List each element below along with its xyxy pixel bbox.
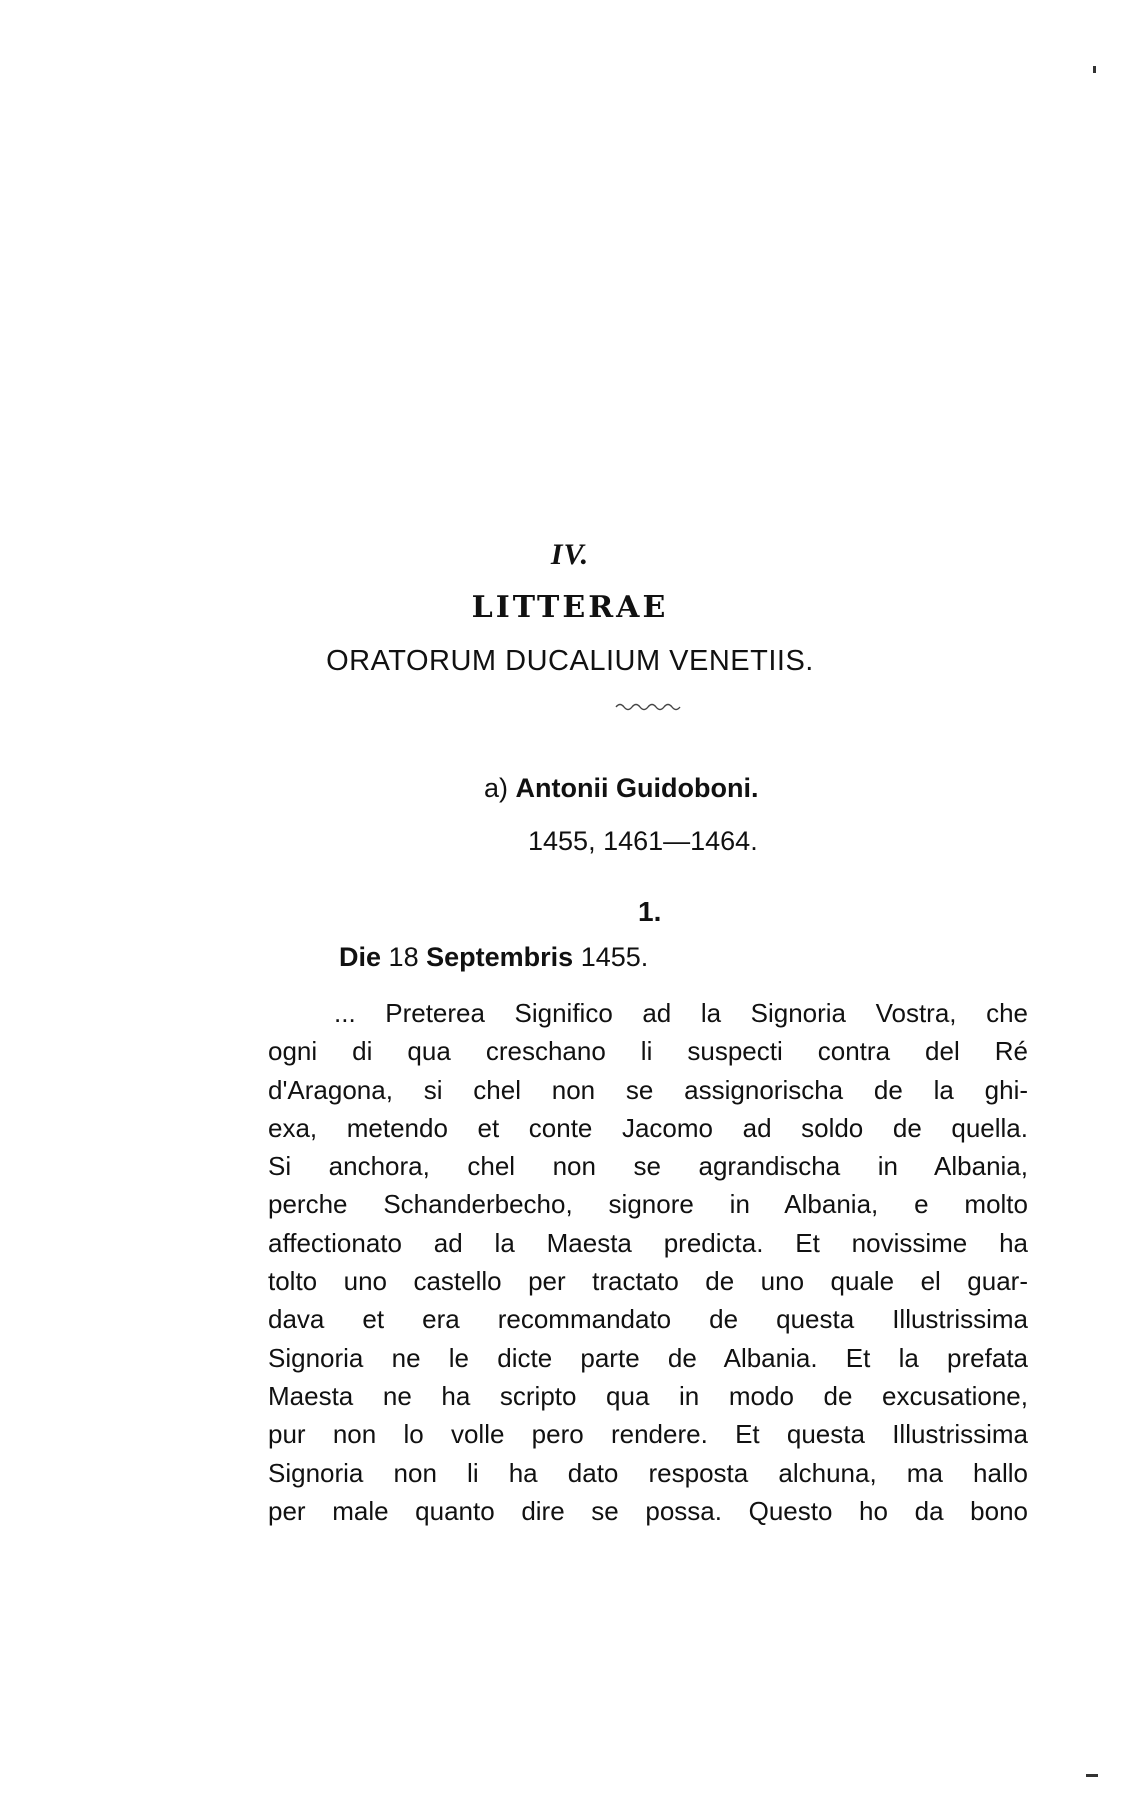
section-years: 1455, 1461—1464. (528, 826, 758, 856)
document-number: 1. (638, 896, 662, 927)
document-date (339, 942, 648, 973)
body-line: affectionato ad la Maesta predicta. Et novissime ha (268, 1227, 1028, 1258)
section-prefix: a) (484, 773, 509, 803)
date-prefix: Die (339, 942, 382, 972)
chapter-subtitle: ORATORUM DUCALIUM VENETIIS. (326, 645, 814, 677)
body-line: Signoria non li ha dato resposta alchuna, ma hallo (268, 1457, 1028, 1488)
body-line: Si anchora, chel non se agrandischa in Albania, (268, 1151, 1028, 1182)
body-line: ... Preterea Significo ad la Signoria Vostra, che (334, 998, 1028, 1028)
body-line: Maesta ne ha scripto qua in modo de excusatione, (268, 1380, 1028, 1411)
date-month: Septembris (426, 942, 574, 972)
date-day: 18 (388, 942, 419, 972)
section-author: Antonii Guidoboni. (515, 773, 759, 803)
body-line: exa, metendo et conte Jacomo ad soldo de quella. (268, 1112, 1028, 1143)
body-line: perche Schanderbecho, signore in Albania, e molto (268, 1189, 1028, 1220)
chapter-number: IV. (550, 538, 590, 571)
body-line: ogni di qua creschano li suspecti contra del Ré (268, 1036, 1028, 1067)
body-line: pur non lo volle pero rendere. Et questa Illustrissima (268, 1419, 1028, 1450)
scan-speck-top (1093, 66, 1096, 73)
body-line: dava et era recommandato de questa Illustrissima (268, 1304, 1028, 1335)
body-line: d'Aragona, si chel non se assignorischa de la ghi- (268, 1074, 1028, 1105)
date-year: 1455. (580, 942, 649, 972)
scan-speck-bottom (1086, 1774, 1098, 1777)
body-line: Signoria ne le dicte parte de Albania. Et la prefata (268, 1342, 1028, 1373)
chapter-title: LITTERAE (471, 590, 669, 625)
body-line: per male quanto dire se possa. Questo ho da bono (268, 1495, 1028, 1526)
section-title (484, 773, 758, 804)
letter-body (268, 994, 1028, 1530)
body-line: tolto uno castello per tractato de uno quale el guar- (268, 1266, 1028, 1297)
wavy-divider-ornament (614, 700, 684, 714)
